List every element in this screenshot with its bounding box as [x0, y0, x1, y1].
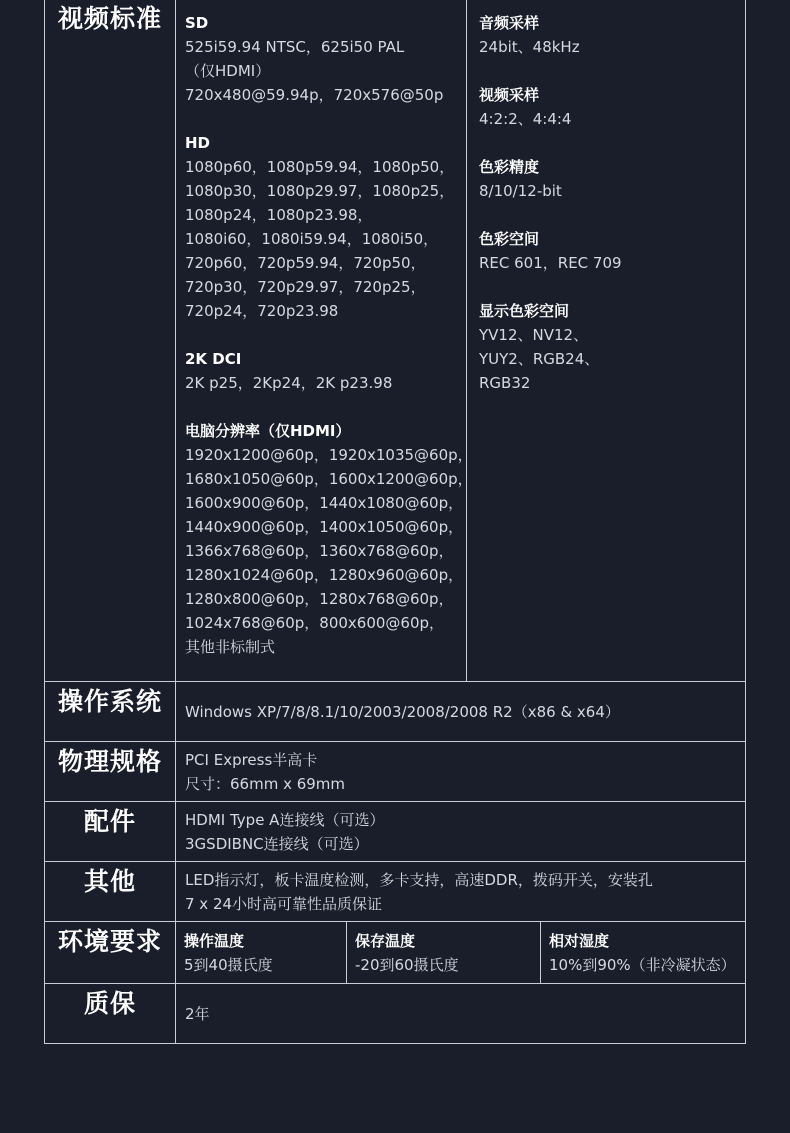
block-video-sampling: 视频采样 4:2:2、4:4:4 — [479, 86, 572, 128]
block-2k-dci: 2K DCI 2K p25，2Kp24，2K p23.98 — [185, 347, 458, 395]
block-hd: HD 1080p60，1080p59.94，1080p50， 1080p30，1080p29.97，1080p25， 1080p24，1080p23.98， 1080i60，1080i59.94，1080i50， 720p60，720p59.94，720p50， 720p30，720p29.97，720p25， 720p24，720p23.98 — [185, 131, 458, 323]
accessory-sdi: 3GSDIBNC连接线（可选） — [185, 834, 369, 853]
row-os — [45, 682, 746, 742]
physical-form-factor: PCI Express半高卡 — [185, 750, 318, 769]
label-os: 操作系统 — [45, 682, 176, 742]
block-title: 2K DCI — [185, 350, 242, 368]
block-title: SD — [185, 14, 209, 32]
block-title: 电脑分辨率（仅HDMI） — [185, 422, 351, 440]
label-video-standard: 视频标准 — [45, 0, 176, 682]
row-accessories — [45, 802, 746, 862]
label-environment: 环境要求 — [45, 922, 176, 984]
env-storage-temp: 保存温度 -20到60摄氏度 — [347, 922, 541, 983]
other-features: LED指示灯，板卡温度检测，多卡支持，高速DDR，拨码开关，安装孔 — [185, 870, 653, 889]
accessory-hdmi: HDMI Type A连接线（可选） — [185, 810, 385, 829]
video-formats-column — [176, 0, 473, 681]
label-warranty: 质保 — [45, 984, 176, 1044]
env-operating-temp: 操作温度 5到40摄氏度 — [176, 922, 347, 983]
env-humidity: 相对湿度 10%到90%（非冷凝状态） — [549, 932, 736, 974]
block-title: HD — [185, 134, 211, 152]
row-warranty — [45, 984, 746, 1044]
other-reliability: 7 x 24小时高可靠性品质保证 — [185, 894, 383, 913]
block-sd: SD 525i59.94 NTSC，625i50 PAL （仅HDMI） 720x480@59.94p，720x576@50p — [185, 11, 458, 107]
label-accessories: 配件 — [45, 802, 176, 862]
row-physical — [45, 742, 746, 802]
block-color-depth: 色彩精度 8/10/12-bit — [479, 158, 562, 200]
row-environment — [45, 922, 746, 984]
label-other: 其他 — [45, 862, 176, 922]
row-other — [45, 862, 746, 922]
row-video-standard — [45, 0, 746, 682]
block-pc-resolution: 电脑分辨率（仅HDMI） 1920x1200@60p，1920x1035@60p， 1680x1050@60p，1600x1200@60p， 1600x900@60p，1440x1080@60p， 1440x900@60p，1400x1050@60p， 1366x768@60p，1360x768@60p， 1280x1024@60p，1280x960@60p， 1280x800@60p，1280x768@60p， 1024x768@60p，800x600@60p， 其他非标制式 — [185, 419, 458, 659]
os-value: Windows XP/7/8/8.1/10/2003/2008/2008 R2（x86 & x64） — [185, 702, 620, 721]
spec-table — [44, 0, 746, 1044]
audio-color-column — [467, 0, 745, 681]
warranty-value: 2年 — [185, 1004, 210, 1023]
label-physical: 物理规格 — [45, 742, 176, 802]
block-color-space: 色彩空间 REC 601，REC 709 — [479, 230, 622, 272]
physical-size: 尺寸：66mm x 69mm — [185, 774, 346, 793]
block-display-color-space: 显示色彩空间 YV12、NV12、 YUY2、RGB24、 RGB32 — [479, 302, 600, 392]
block-audio-sampling: 音频采样 24bit、48kHz — [479, 14, 580, 56]
